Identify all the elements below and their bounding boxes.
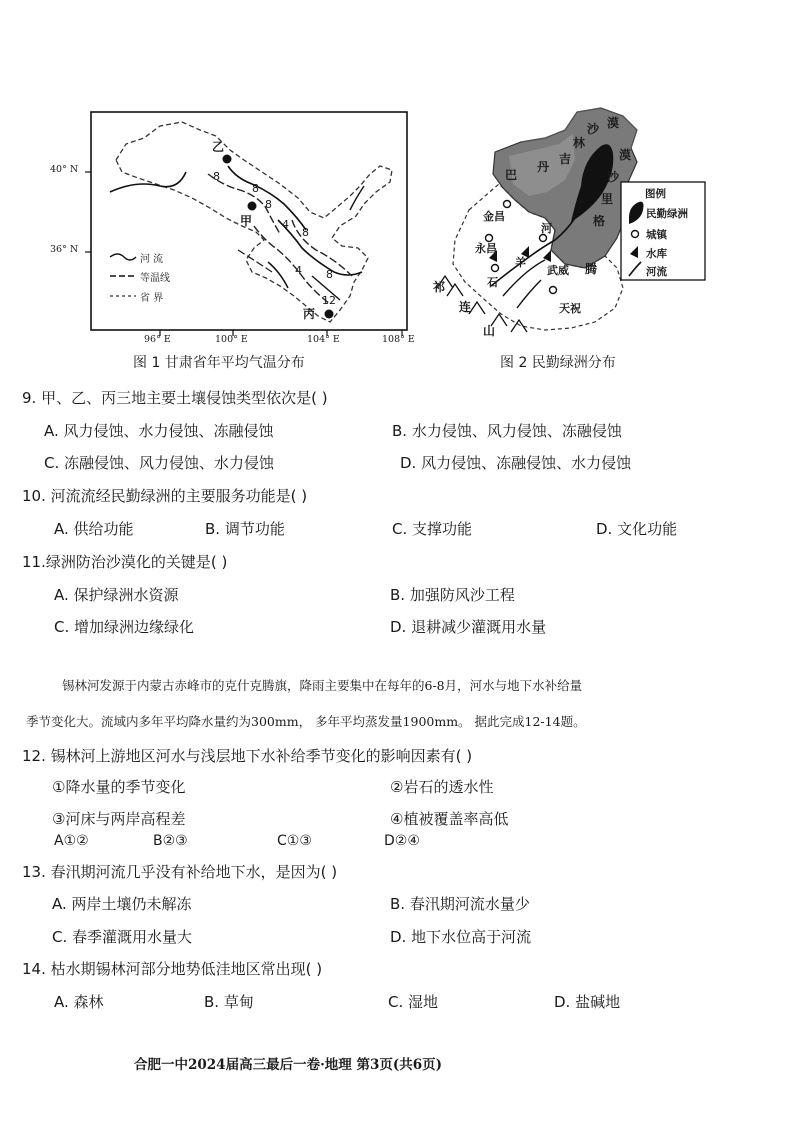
legend-oasis-label: 民勤绿洲 xyxy=(646,208,688,220)
tengger-char: 沙 xyxy=(607,170,620,184)
lon-label-96: 96° E xyxy=(144,334,171,345)
q14-option-d: D. 盐碱地 xyxy=(554,993,621,1011)
qilian-char: 山 xyxy=(483,324,496,338)
q10-option-c: C. 支撑功能 xyxy=(392,520,473,538)
q12-option-d: D②④ xyxy=(384,833,420,849)
badain-char: 丹 xyxy=(537,160,550,174)
q12-item-4: ④植被覆盖率高低 xyxy=(390,810,509,828)
town-label-jinchang: 金昌 xyxy=(483,210,505,223)
q10-option-a: A. 供给功能 xyxy=(54,520,134,538)
legend-town-label: 城镇 xyxy=(646,229,667,241)
town-label-yongchang: 永昌 xyxy=(475,242,497,255)
legend-river-label: 河 流 xyxy=(140,254,164,265)
lon-label-108: 108° E xyxy=(382,334,415,345)
town-icon xyxy=(550,287,557,294)
place-yi-dot xyxy=(223,155,232,164)
legend-river-label: 河流 xyxy=(646,266,667,278)
q9-option-b: B. 水力侵蚀、风力侵蚀、冻融侵蚀 xyxy=(392,422,622,440)
qilian-char: 连 xyxy=(459,300,472,314)
town-label-wuwei: 武威 xyxy=(547,264,569,277)
q9-stem: 9. 甲、乙、丙三地主要土壤侵蚀类型依次是( ) xyxy=(22,389,328,407)
town-label-tianzhu: 天祝 xyxy=(559,302,581,315)
q10-stem: 10. 河流流经民勤绿洲的主要服务功能是( ) xyxy=(22,487,308,505)
q10-option-d: D. 文化功能 xyxy=(596,520,678,538)
q13-option-a: A. 两岸土壤仍未解冻 xyxy=(52,895,192,913)
isotherm-label: 4 xyxy=(295,264,302,277)
q10-option-b: B. 调节功能 xyxy=(205,520,285,538)
place-bing-label: 丙 xyxy=(303,307,316,321)
isotherm-label: 12 xyxy=(322,294,336,307)
legend-border-label: 省 界 xyxy=(140,293,164,304)
q12-option-a: A①② xyxy=(54,833,89,849)
river-char: 石 xyxy=(487,276,498,289)
q12-option-b: B②③ xyxy=(153,833,188,849)
lon-label-100: 100° E xyxy=(215,334,248,345)
q13-option-b: B. 春汛期河流水量少 xyxy=(390,895,530,913)
q9-option-d: D. 风力侵蚀、冻融侵蚀、水力侵蚀 xyxy=(400,454,632,472)
gansu-temperature-map xyxy=(40,100,420,350)
q11-stem: 11.绿洲防治沙漠化的关键是( ) xyxy=(22,553,228,571)
place-jia-dot xyxy=(248,202,257,211)
map2-legend-title: 图例 xyxy=(645,188,666,200)
passage-line-2: 季节变化大。流域内多年平均降水量约为300mm， 多年平均蒸发量1900mm。 据此完成12-14题。 xyxy=(26,714,586,729)
figure1 xyxy=(40,100,420,350)
qilian-char: 祁 xyxy=(433,280,446,294)
q14-option-a: A. 森林 xyxy=(54,993,104,1011)
isotherm-label: 8 xyxy=(213,170,220,183)
tengger-char: 里 xyxy=(601,192,614,206)
badain-char: 林 xyxy=(573,136,586,150)
town-icon xyxy=(504,201,511,208)
q12-item-1: ①降水量的季节变化 xyxy=(52,778,186,796)
q11-option-a: A. 保护绿洲水资源 xyxy=(54,586,179,604)
tengger-char: 腾 xyxy=(585,262,598,276)
badain-char: 吉 xyxy=(559,152,572,166)
tengger-char: 漠 xyxy=(619,148,632,162)
place-yi-label: 乙 xyxy=(212,140,225,154)
q12-item-2: ②岩石的透水性 xyxy=(390,778,494,796)
lat-label-36: 36° N xyxy=(50,244,79,255)
isotherm-label: 8 xyxy=(265,198,272,211)
q13-option-d: D. 地下水位高于河流 xyxy=(390,928,532,946)
lon-label-104: 104° E xyxy=(307,334,340,345)
place-bing-dot xyxy=(325,310,334,319)
page-footer: 合肥一中2024届高三最后一卷·地理 第3页(共6页) xyxy=(134,1057,443,1073)
q13-stem: 13. 春汛期河流几乎没有补给地下水，是因为( ) xyxy=(22,863,338,881)
isotherm-label: 8 xyxy=(302,226,309,239)
town-icon xyxy=(492,265,499,272)
q14-option-c: C. 湿地 xyxy=(388,993,439,1011)
place-jia-label: 甲 xyxy=(240,214,253,228)
q11-option-d: D. 退耕减少灌溉用水量 xyxy=(390,618,547,636)
q14-option-b: B. 草甸 xyxy=(204,993,254,1011)
q12-option-c: C①③ xyxy=(277,833,312,849)
figure2 xyxy=(425,100,725,350)
badain-char: 漠 xyxy=(607,116,620,130)
tengger-char: 格 xyxy=(593,214,606,228)
badain-char: 沙 xyxy=(587,122,600,136)
lat-label-40: 40° N xyxy=(50,164,79,175)
q9-option-a: A. 风力侵蚀、水力侵蚀、冻融侵蚀 xyxy=(44,422,274,440)
passage-line-1: 锡林河发源于内蒙古赤峰市的克什克腾旗，降雨主要集中在每年的6-8月，河水与地下水补给量 xyxy=(62,678,583,693)
q13-option-c: C. 春季灌溉用水量大 xyxy=(52,928,193,946)
q11-option-b: B. 加强防风沙工程 xyxy=(390,586,515,604)
isotherm-label: 8 xyxy=(326,268,333,281)
q12-stem: 12. 锡林河上游地区河水与浅层地下水补给季节变化的影响因素有( ) xyxy=(22,747,473,765)
figure2-caption: 图 2 民勤绿洲分布 xyxy=(500,355,616,371)
q11-option-c: C. 增加绿洲边缘绿化 xyxy=(54,618,195,636)
q9-option-c: C. 冻融侵蚀、风力侵蚀、水力侵蚀 xyxy=(44,454,275,472)
legend-town-symbol xyxy=(632,231,639,238)
isotherm-label: 8 xyxy=(252,182,259,195)
q14-stem: 14. 枯水期锡林河部分地势低洼地区常出现( ) xyxy=(22,960,323,978)
q12-item-3: ③河床与两岸高程差 xyxy=(52,810,186,828)
badain-char: 巴 xyxy=(505,168,518,182)
isotherm-label: 4 xyxy=(282,218,289,231)
legend-isotherm-label: 等温线 xyxy=(140,273,170,284)
legend-reservoir-label: 水库 xyxy=(646,248,667,260)
river-char: 羊 xyxy=(515,256,526,269)
figure1-caption: 图 1 甘肃省年平均气温分布 xyxy=(133,355,305,371)
river-char: 河 xyxy=(541,222,552,235)
